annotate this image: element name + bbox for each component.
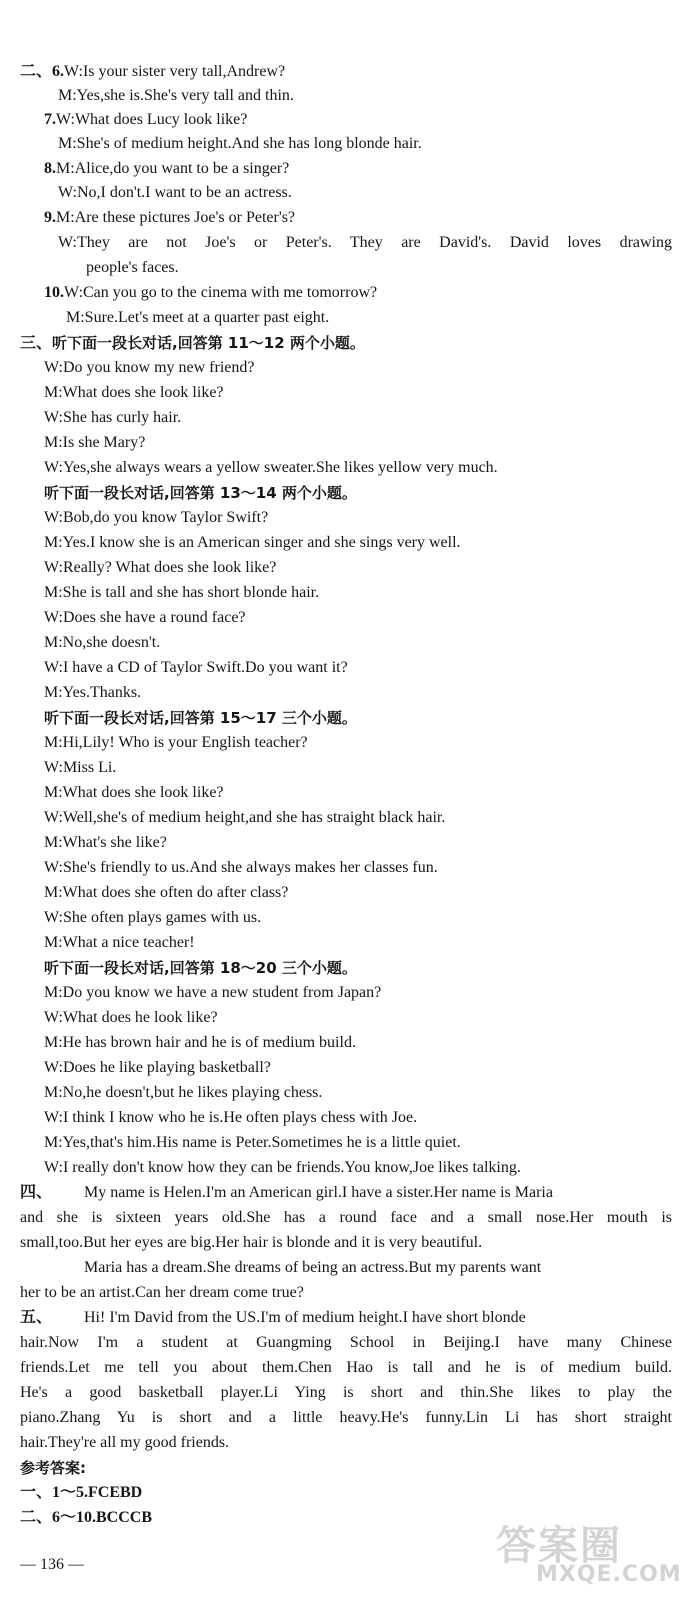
block4-line8: W:I really don't know how they can be friends.You know,Joe likes talking. bbox=[44, 1159, 521, 1176]
block4-line6: W:I think I know who he is.He often plays chess with Joe. bbox=[44, 1109, 418, 1126]
section5-line6: hair.They're all my good friends. bbox=[20, 1434, 230, 1451]
section5-line1: Hi! I'm David from the US.I'm of medium height.I have short blonde bbox=[84, 1309, 526, 1326]
q9-line1: M:Are these pictures Joe's or Peter's? bbox=[56, 209, 296, 226]
block2-line6: M:No,she doesn't. bbox=[44, 634, 161, 651]
q6-number: 6. bbox=[52, 63, 65, 80]
section4-line1-row bbox=[20, 1181, 672, 1205]
block2-line5: W:Does she have a round face? bbox=[44, 609, 246, 626]
q10-line2: M:Sure.Let's meet at a quarter past eight. bbox=[66, 309, 330, 326]
block3-heading: 听下面一段长对话,回答第 15～17 三个小题。 bbox=[44, 709, 357, 727]
section4-line1: My name is Helen.I'm an American girl.I have a sister.Her name is Maria bbox=[84, 1184, 553, 1201]
page-number: — 136 — bbox=[20, 1556, 84, 1573]
answers-title: 参考答案: bbox=[20, 1459, 86, 1477]
block4-heading: 听下面一段长对话,回答第 18～20 三个小题。 bbox=[44, 959, 357, 977]
section2-item9-line1 bbox=[44, 206, 692, 230]
block4-line4: W:Does he like playing basketball? bbox=[44, 1059, 271, 1076]
block3-line3: M:What does she look like? bbox=[44, 784, 224, 801]
section2-item7-line1 bbox=[44, 108, 692, 132]
block3-line8: W:She often plays games with us. bbox=[44, 909, 262, 926]
block2-line1: W:Bob,do you know Taylor Swift? bbox=[44, 509, 269, 526]
block2-line7: W:I have a CD of Taylor Swift.Do you want it? bbox=[44, 659, 348, 676]
section5-line3: friends.Let me tell you about them.Chen Hao is tall and he is of medium build. bbox=[20, 1359, 672, 1376]
block3-line6: W:She's friendly to us.And she always makes her classes fun. bbox=[44, 859, 438, 876]
watermark-cn: 答案圈 bbox=[496, 1523, 622, 1569]
answer-line-1: 一、1～5.FCEBD bbox=[20, 1484, 143, 1501]
section4-line5: her to be an artist.Can her dream come true? bbox=[20, 1284, 304, 1301]
section5-line4: He's a good basketball player.Li Ying is short and thin.She likes to play the bbox=[20, 1384, 672, 1401]
q7-number: 7. bbox=[44, 111, 56, 128]
section4-label: 四、 bbox=[20, 1184, 53, 1201]
section5-line2: hair.Now I'm a student at Guangming School in Beijing.I have many Chinese bbox=[20, 1334, 672, 1351]
block3-line1: M:Hi,Lily! Who is your English teacher? bbox=[44, 734, 308, 751]
block1-line1: W:Do you know my new friend? bbox=[44, 359, 255, 376]
block4-line2: W:What does he look like? bbox=[44, 1009, 218, 1026]
answer-line-2: 二、6～10.BCCCB bbox=[20, 1509, 153, 1526]
q8-line2: W:No,I don't.I want to be an actress. bbox=[58, 184, 292, 201]
q6-line1: W:Is your sister very tall,Andrew? bbox=[64, 63, 286, 80]
block4-line1: M:Do you know we have a new student from Japan? bbox=[44, 984, 382, 1001]
block1-line4: M:Is she Mary? bbox=[44, 434, 146, 451]
q10-number: 10. bbox=[44, 284, 64, 301]
section4-line3: small,too.But her eyes are big.Her hair is blonde and it is very beautiful. bbox=[20, 1234, 483, 1251]
section3-block1-heading-line bbox=[20, 331, 692, 355]
watermark-en: MXQE.COM bbox=[536, 1562, 682, 1587]
block3-line2: W:Miss Li. bbox=[44, 759, 117, 776]
block3-line5: M:What's she like? bbox=[44, 834, 167, 851]
block4-line5: M:No,he doesn't,but he likes playing chess. bbox=[44, 1084, 323, 1101]
watermark-logo bbox=[496, 1514, 686, 1594]
block4-line3: M:He has brown hair and he is of medium build. bbox=[44, 1034, 356, 1051]
section2-item10-line1 bbox=[44, 281, 692, 305]
section4-line4: Maria has a dream.She dreams of being an actress.But my parents want bbox=[84, 1259, 542, 1276]
q9-line2: W:They are not Joe's or Peter's. They are David's. David loves drawing bbox=[58, 234, 672, 251]
section2-label: 二、 bbox=[20, 63, 53, 80]
block1-heading: 听下面一段长对话,回答第 11～12 两个小题。 bbox=[52, 334, 365, 352]
block3-line9: M:What a nice teacher! bbox=[44, 934, 195, 951]
q9-line3: people's faces. bbox=[86, 259, 179, 276]
section4-line2: and she is sixteen years old.She has a round face and a small nose.Her mouth is bbox=[20, 1209, 672, 1226]
block1-line3: W:She has curly hair. bbox=[44, 409, 182, 426]
q7-line1: W:What does Lucy look like? bbox=[56, 111, 248, 128]
block3-line4: W:Well,she's of medium height,and she has straight black hair. bbox=[44, 809, 446, 826]
section5-label: 五、 bbox=[20, 1309, 53, 1326]
q7-line2: M:She's of medium height.And she has long blonde hair. bbox=[58, 135, 422, 152]
q8-line1: M:Alice,do you want to be a singer? bbox=[56, 160, 290, 177]
section3-label: 三、 bbox=[20, 335, 53, 352]
block1-line2: M:What does she look like? bbox=[44, 384, 224, 401]
block2-line3: W:Really? What does she look like? bbox=[44, 559, 277, 576]
block3-line7: M:What does she often do after class? bbox=[44, 884, 289, 901]
block2-line8: M:Yes.Thanks. bbox=[44, 684, 142, 701]
block1-line5: W:Yes,she always wears a yellow sweater.She likes yellow very much. bbox=[44, 459, 498, 476]
block4-line7: M:Yes,that's him.His name is Peter.Sometimes he is a little quiet. bbox=[44, 1134, 461, 1151]
q8-number: 8. bbox=[44, 160, 56, 177]
q6-line2: M:Yes,she is.She's very tall and thin. bbox=[58, 87, 294, 104]
section5-line1-row bbox=[20, 1306, 672, 1330]
block2-line2: M:Yes.I know she is an American singer and she sings very well. bbox=[44, 534, 461, 551]
block2-line4: M:She is tall and she has short blonde hair. bbox=[44, 584, 320, 601]
section2-item6-line1 bbox=[20, 60, 692, 84]
section5-line5: piano.Zhang Yu is short and a little heavy.He's funny.Lin Li has short straight bbox=[20, 1409, 672, 1426]
block2-heading: 听下面一段长对话,回答第 13～14 两个小题。 bbox=[44, 484, 357, 502]
section2-item8-line1 bbox=[44, 157, 692, 181]
q10-line1: W:Can you go to the cinema with me tomorrow? bbox=[64, 284, 378, 301]
q9-number: 9. bbox=[44, 209, 56, 226]
